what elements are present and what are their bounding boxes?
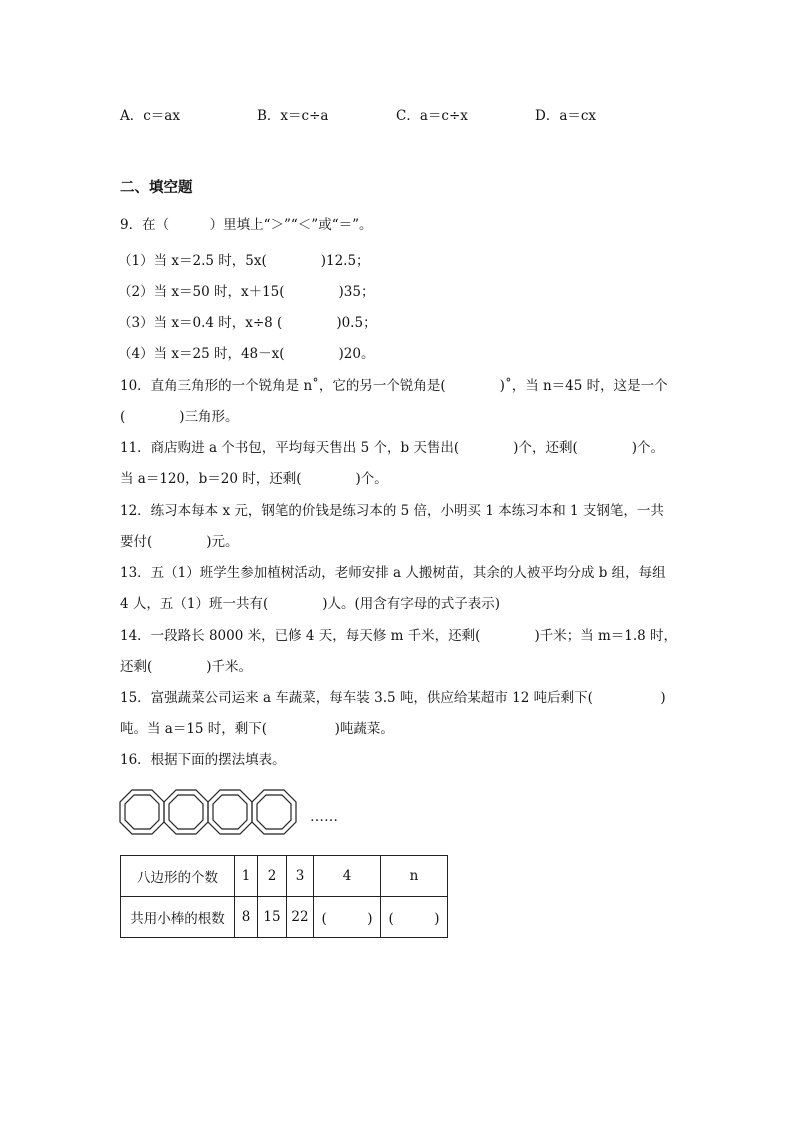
table-header-cell: 共用小棒的根数: [121, 897, 235, 938]
table-cell: n: [381, 856, 448, 897]
option-b: B．x＝c÷a: [257, 108, 329, 124]
question-9-item-2: （2）当 x＝50 时，x＋15( )35；: [118, 284, 375, 300]
question-11-line-2: 当 a＝120，b＝20 时，还剩( )个。: [120, 471, 388, 487]
question-14-line-1: 14．一段路长 8000 米，已修 4 天，每天修 m 千米，还剩( )千米；当 m＝1.8 时，: [120, 628, 678, 644]
question-12-line-2: 要付( )元。: [120, 534, 239, 550]
octagon-3: [208, 790, 252, 834]
octagon-1: [120, 790, 164, 834]
question-10-line-2: ( )三角形。: [120, 409, 239, 425]
answer-blank[interactable]: ( ): [381, 897, 448, 938]
question-14-line-2: 还剩( )千米。: [120, 659, 253, 675]
question-10-line-1: 10．直角三角形的一个锐角是 n˚，它的另一个锐角是( )˚，当 n＝45 时，这是一个: [120, 378, 668, 394]
table-cell: 3: [287, 856, 314, 897]
octagon-4: [252, 790, 296, 834]
question-12-line-1: 12．练习本每本 x 元，钢笔的价钱是练习本的 5 倍，小明买 1 本练习本和 1 支钢笔，一共: [120, 503, 664, 519]
question-16-stem: 16．根据下面的摆法填表。: [120, 752, 286, 768]
fill-in-table: [120, 855, 448, 938]
option-a: A．c＝ax: [120, 108, 180, 124]
question-13-line-1: 13．五（1）班学生参加植树活动，老师安排 a 人搬树苗，其余的人被平均分成 b 组，每组: [120, 565, 666, 581]
table-cell: 4: [314, 856, 381, 897]
question-9-stem: 9．在（ ）里填上“＞”“＜”或“＝”。: [120, 217, 373, 233]
answer-blank[interactable]: ( ): [314, 897, 381, 938]
table-cell: 22: [287, 897, 314, 938]
table-cell: 2: [258, 856, 287, 897]
question-9-item-4: （4）当 x＝25 时，48－x( )20。: [118, 346, 375, 362]
section-title: 二、填空题: [120, 180, 193, 196]
table-cell: 1: [235, 856, 258, 897]
question-9-item-3: （3）当 x＝0.4 时，x÷8 ( )0.5；: [118, 315, 377, 331]
figure-ellipsis: ……: [310, 809, 338, 825]
table-row: [121, 856, 448, 897]
question-9-item-1: （1）当 x＝2.5 时，5x( )12.5；: [118, 253, 370, 269]
table-cell: 15: [258, 897, 287, 938]
question-15-line-2: 吨。当 a＝15 时，剩下( )吨蔬菜。: [120, 721, 394, 737]
option-c: C．a＝c÷x: [396, 108, 468, 124]
octagon-2: [164, 790, 208, 834]
table-header-cell: 八边形的个数: [121, 856, 235, 897]
octagon-chain-figure: [118, 788, 358, 846]
question-13-line-2: 4 人，五（1）班一共有( )人。(用含有字母的式子表示): [120, 596, 501, 612]
question-11-line-1: 11．商店购进 a 个书包，平均每天售出 5 个，b 天售出( )个，还剩( )个。: [120, 440, 664, 456]
table-row: [121, 897, 448, 938]
table-cell: 8: [235, 897, 258, 938]
option-d: D．a＝cx: [535, 108, 597, 124]
question-15-line-1: 15．富强蔬菜公司运来 a 车蔬菜，每车装 3.5 吨，供应给某超市 12 吨后剩下( ): [120, 690, 666, 706]
